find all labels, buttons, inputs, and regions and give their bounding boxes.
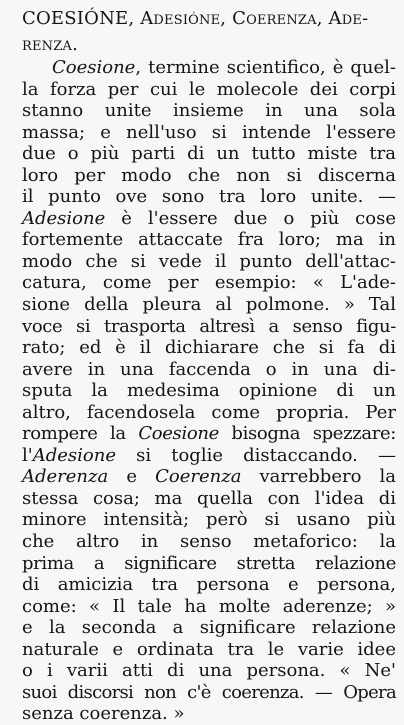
text-line (22, 316, 396, 338)
term-emphasis: Coerenza (155, 466, 242, 488)
text-run: prima a significare stretta relazione (22, 552, 396, 574)
text-run: naturale e ordinata tra le varie idee (22, 638, 396, 660)
entry-body (22, 57, 396, 725)
text-line (22, 294, 396, 316)
text-line (22, 122, 396, 144)
text-line (22, 423, 396, 445)
text-line (22, 143, 396, 165)
text-run: senza coerenza. » (22, 703, 185, 725)
text-line (22, 251, 396, 273)
text-run: o i varii atti di una persona. « Ne' (22, 660, 396, 682)
entry-heading-line (22, 32, 396, 58)
text-line (22, 359, 396, 381)
text-run: come: « Il tale ha molte aderenze; » (22, 595, 396, 617)
text-run: bisogna spezzare: (218, 423, 396, 445)
text-run: l' (22, 444, 33, 466)
text-line (22, 639, 396, 661)
text-run: stanno unite insieme in una sola (22, 100, 396, 122)
text-line (22, 596, 396, 618)
text-line (22, 660, 396, 682)
text-run: catura, come per esempio: « L'ade- (22, 272, 396, 294)
text-line (22, 531, 396, 553)
entry-heading (22, 6, 396, 58)
text-line (22, 509, 396, 531)
text-run: e la seconda a significare relazione (22, 617, 396, 639)
heading-headword: COESIÓNE, (22, 8, 141, 29)
text-run: , termine scientifico, è quel- (135, 57, 396, 78)
term-emphasis: Adesione (32, 444, 116, 466)
text-line (22, 165, 396, 187)
text-run: sione della pleura al polmone. » Tal (22, 294, 396, 316)
text-line (22, 79, 396, 101)
heading-related-terms: Adesióne, Coerenza, Ade- (140, 8, 369, 29)
text-run: rato; ed è il dichiarare che si fa di (22, 337, 396, 359)
term-emphasis: Aderenza (22, 466, 109, 488)
text-run: avere in una faccenda o in una di- (22, 358, 396, 380)
text-run: rompere la (22, 423, 139, 445)
heading-related-terms-continued: renza. (22, 34, 78, 55)
text-run: la forza per cui le molecole dei corpi (22, 78, 396, 100)
text-line (22, 488, 396, 510)
text-line (22, 337, 396, 359)
text-line (22, 553, 396, 575)
text-line (22, 229, 396, 251)
text-run: si toglie distaccando. — (115, 444, 396, 466)
text-line (22, 445, 396, 467)
text-run: due o più parti di un tutto miste tra (22, 143, 396, 165)
text-run: loro per modo che non si discerna (22, 164, 396, 186)
text-run: minore intensità; però si usano più (22, 509, 396, 531)
text-run: sputa la medesima opinione di un (22, 380, 396, 402)
text-line (22, 682, 396, 704)
text-run: stessa cosa; ma quella con l'idea di (22, 487, 396, 509)
text-line (22, 466, 396, 488)
text-run: voce si trasporta altresì a senso figu- (22, 315, 396, 337)
text-line (22, 272, 396, 294)
term-emphasis: Coesione (52, 57, 136, 78)
text-run: altro, facendosela come propria. Per (22, 401, 396, 423)
text-run: di amicizia tra persona e persona, (22, 574, 396, 596)
text-run: e (108, 466, 156, 488)
entry-heading-line (22, 6, 396, 32)
text-run: è l'essere due o più cose (105, 207, 396, 229)
text-run: modo che si vede il punto dell'attac- (22, 250, 396, 272)
text-line (22, 100, 396, 122)
text-run: fortemente attaccate fra loro; ma in (22, 229, 396, 251)
text-line (22, 208, 396, 230)
text-line (22, 703, 396, 725)
text-run: il punto ove sono tra loro unite. — (22, 186, 396, 208)
text-run: varrebbero la (241, 466, 396, 488)
text-line (22, 380, 396, 402)
text-line (22, 402, 396, 424)
term-emphasis: Coesione (138, 423, 219, 445)
term-emphasis: Adesione (22, 207, 106, 229)
text-line (22, 617, 396, 639)
text-line (22, 186, 396, 208)
text-run: suoi discorsi non c'è coerenza. — Opera (22, 681, 396, 703)
text-line (22, 57, 396, 79)
text-line (22, 574, 396, 596)
text-run: che altro in senso metaforico: la (22, 531, 396, 553)
text-run: massa; e nell'uso si intende l'essere (22, 121, 396, 143)
